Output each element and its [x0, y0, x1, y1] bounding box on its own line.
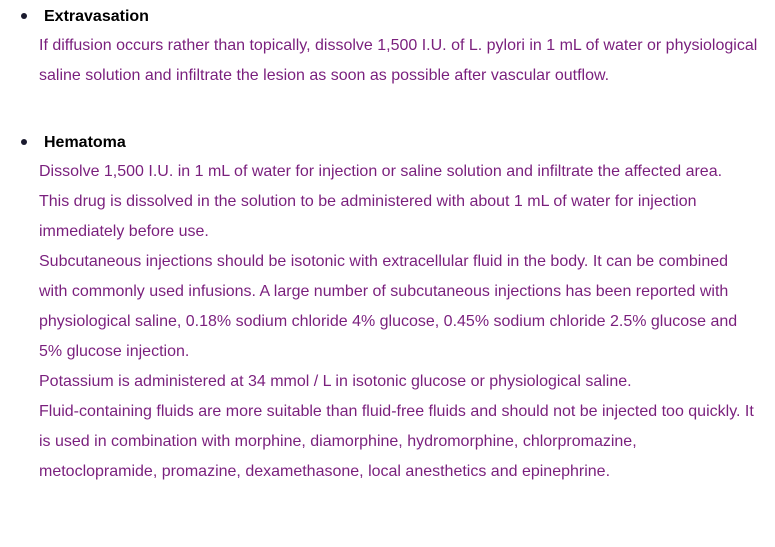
- section-heading: Extravasation: [44, 8, 149, 25]
- bullet-dot-icon: [21, 13, 27, 19]
- paragraph: Potassium is administered at 34 mmol / L in isotonic glucose or physiological saline.: [39, 373, 632, 390]
- section-extravasation: [0, 1, 775, 91]
- paragraph: Fluid-containing fluids are more suitable than fluid-free fluids and should not be injected too quickly. It is used in combination with morphine, diamorphine, hydromorphine, chlorpromazine, metoclopramide, promazine, dexamethasone, local anesthetics and epinephrine.: [39, 403, 754, 480]
- bullet-dot-icon: [21, 139, 27, 145]
- section-body: [39, 31, 759, 91]
- section-heading-row: [0, 1, 775, 31]
- section-body: [39, 157, 759, 487]
- section-heading: Hematoma: [44, 134, 126, 151]
- paragraph: Subcutaneous injections should be isotonic with extracellular fluid in the body. It can be combined with commonly used infusions. A large number of subcutaneous injections has been reported with physiological saline, 0.18% sodium chloride 4% glucose, 0.45% sodium chloride 2.5% glucose and 5% glucose injection.: [39, 253, 738, 360]
- paragraph: If diffusion occurs rather than topically, dissolve 1,500 I.U. of L. pylori in 1 mL of water or physiological saline solution and infiltrate the lesion as soon as possible after vascular outflow.: [39, 37, 758, 84]
- paragraph: This drug is dissolved in the solution to be administered with about 1 mL of water for injection immediately before use.: [39, 193, 697, 240]
- paragraph: Dissolve 1,500 I.U. in 1 mL of water for injection or saline solution and infiltrate the affected area.: [39, 163, 723, 180]
- section-heading-row: [0, 127, 775, 157]
- section-hematoma: [0, 127, 775, 487]
